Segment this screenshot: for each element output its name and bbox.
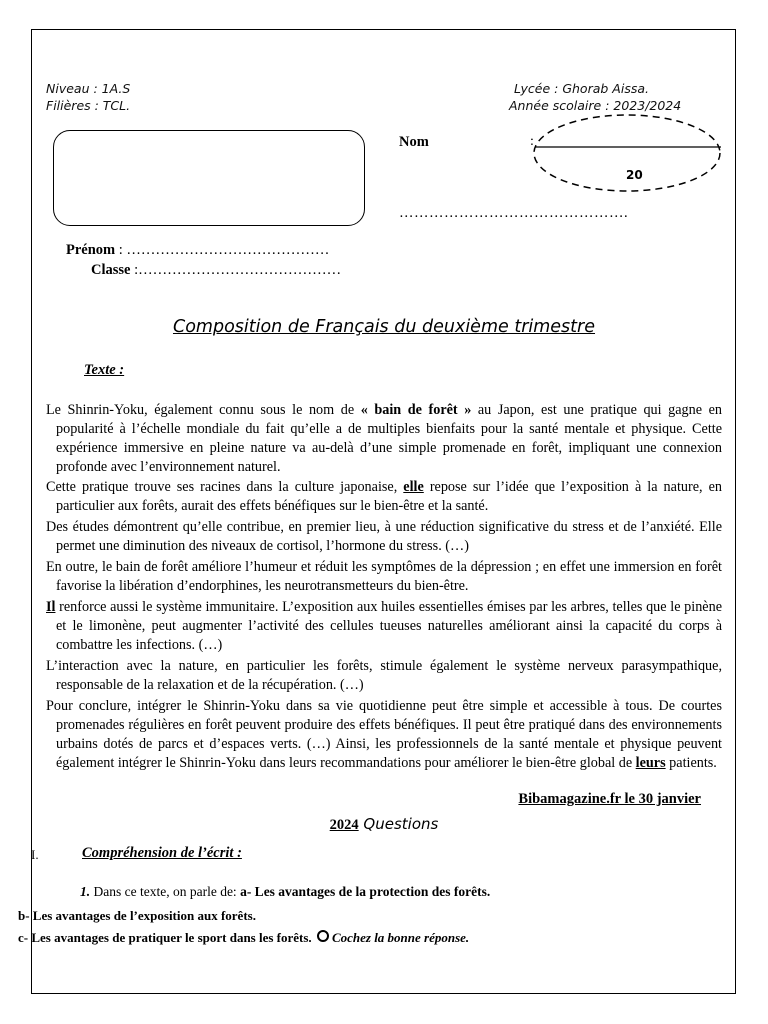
- question-1-lead: Dans ce texte, on parle de:: [90, 884, 241, 899]
- p7-underlined: leurs: [635, 755, 666, 771]
- prenom-line: [66, 242, 329, 259]
- filieres-label: Filières : TCL.: [46, 98, 131, 113]
- score-total: 20: [626, 168, 643, 182]
- circle-bullet-icon: [317, 930, 329, 942]
- paragraph-7: [46, 697, 722, 773]
- annee-scolaire-label: Année scolaire : 2023/2024: [509, 98, 682, 113]
- student-info-box: [53, 130, 365, 226]
- paragraph-5: [46, 598, 722, 655]
- p2-text-c: repose sur l’idée que l’exposition à la nature, en particulier aux forêts, aurait des effets bénéfiques sur le bien-être et la santé.: [56, 479, 722, 514]
- p2-text-a: Cette pratique trouve ses racines dans la culture japonaise,: [46, 479, 404, 495]
- option-c-line: [18, 930, 469, 946]
- nom-colon: :: [530, 134, 534, 149]
- section-number: I.: [31, 847, 39, 862]
- p5-underlined: Il: [46, 599, 56, 615]
- p2-underlined: elle: [403, 479, 424, 495]
- paragraph-4: En outre, le bain de forêt améliore l’humeur et réduit les symptômes de la dépression ; en effet une immersion en forêt favorise la libération d’endorphines, les neurotransmetteurs du bien-être.: [46, 559, 722, 594]
- section-title: Compréhension de l’écrit :: [82, 845, 242, 861]
- p5-text-b: renforce aussi le système immunitaire. L’exposition aux huiles essentielles émises par les arbres, telles que le pinène et le limonène, peut augmenter l’activité des cellules tueuses naturelles améliorant ainsi la capacité du corps à combattre les infections. (…): [55, 599, 722, 653]
- paragraph-2: [46, 478, 722, 516]
- p1-text-a: Le Shinrin-Yoku, également connu sous le nom de: [46, 402, 361, 418]
- option-b: b- Les avantages de l’exposition aux forêts.: [18, 908, 256, 923]
- p7-text-c: patients.: [665, 755, 717, 771]
- option-c: c- Les avantages de pratiquer le sport dans les forêts.: [18, 930, 312, 945]
- p1-bold: « bain de forêt »: [360, 402, 472, 418]
- instruction-text: Cochez la bonne réponse.: [331, 930, 470, 945]
- prenom-label: Prénom: [66, 242, 116, 258]
- classe-line: [91, 262, 341, 279]
- source-citation: Bibamagazine.fr le 30 janvier: [518, 791, 701, 807]
- questions-heading: [0, 815, 768, 834]
- questions-year: 2024: [329, 817, 359, 833]
- lycee-label: Lycée : Ghorab Aissa.: [514, 81, 649, 96]
- classe-label: Classe: [91, 262, 131, 278]
- option-a: a- Les avantages de la protection des forêts.: [240, 884, 491, 899]
- questions-word: Questions: [358, 815, 439, 833]
- classe-dots: :……………………………………: [134, 262, 342, 278]
- question-1-number: 1.: [80, 884, 91, 899]
- paragraph-6: L’interaction avec la nature, en particulier les forêts, stimule également le système nerveux parasympathique, responsable de la relaxation et de la récupération. (…): [46, 658, 722, 693]
- p1-text-c: au Japon, est une pratique qui gagne en popularité à l’échelle mondiale du fait qu’elle a de multiples bienfaits pour la santé mentale et physique. Cette expérience immersive en pleine nature va au-delà d’une simple promenade en forêt, impliquant une connexion profonde avec l’environnement naturel.: [56, 402, 722, 475]
- texte-label: Texte :: [84, 362, 125, 378]
- nom-dots: ……………………………………….: [399, 205, 629, 221]
- p7-text-a: Pour conclure, intégrer le Shinrin-Yoku dans sa vie quotidienne peut être simple et accessible à tous. De courtes promenades régulières en forêt peuvent produire des effets bénéfiques. Il peut être pratiqué dans des environnements urbains dotés de parcs et d’espaces verts. (…) Ainsi, les professionnels de la santé mentale et physique peuvent également intégrer le Shinrin-Yoku dans leurs recommandations pour améliorer le bien-être global de: [46, 698, 722, 771]
- nom-label: Nom: [399, 134, 429, 150]
- question-1: [80, 884, 490, 900]
- prenom-dots: : ……………………………………: [118, 242, 330, 258]
- exam-title: Composition de Français du deuxième trimestre: [172, 317, 596, 337]
- paragraph-1: [46, 401, 722, 477]
- niveau-label: Niveau : 1A.S: [46, 81, 131, 96]
- paragraph-3: Des études démontrent qu’elle contribue, en premier lieu, à une réduction significative du stress et de l’anxiété. Elle permet une diminution des niveaux de cortisol, l’hormone du stress. (…): [46, 519, 722, 554]
